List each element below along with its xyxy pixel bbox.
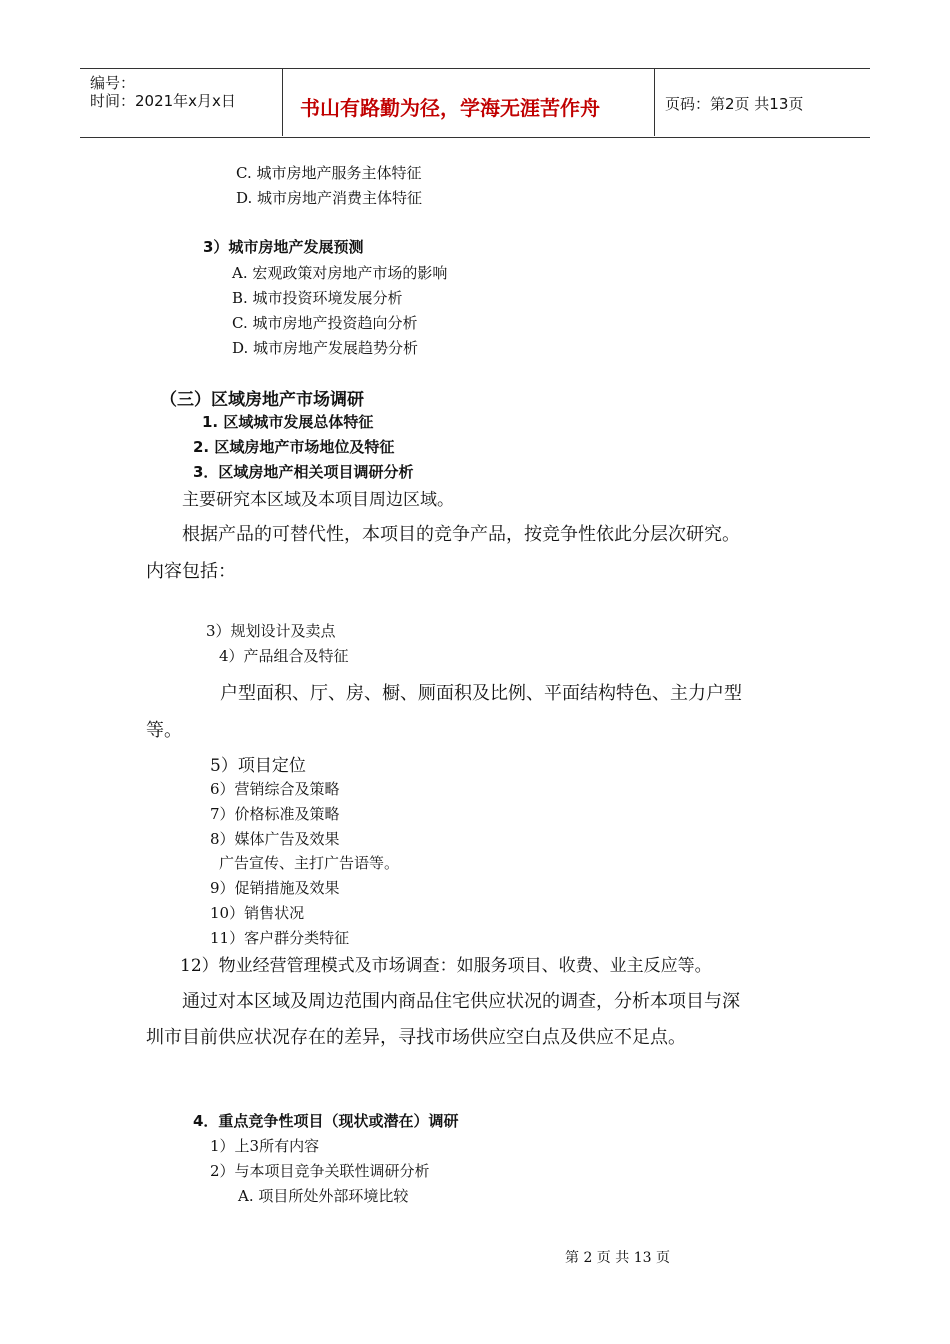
section-heading: （三）区域房地产市场调研 (160, 390, 364, 410)
paragraph: 主要研究本区域及本项目周边区域。 (182, 490, 454, 510)
header-motto: 书山有路勤为径，学海无涯苦作舟 (300, 96, 600, 120)
paragraph: 圳市目前供应状况存在的差异，寻找市场供应空白点及供应不足点。 (146, 1027, 686, 1048)
paragraph: 等。 (146, 720, 182, 741)
list-item: 4）产品组合及特征 (219, 647, 349, 665)
paragraph: 户型面积、厅、房、橱、厕面积及比例、平面结构特色、主力户型 (220, 683, 742, 704)
paragraph: 根据产品的可替代性，本项目的竞争产品，按竞争性依此分层次研究。 (182, 524, 740, 545)
document-time-label: 时间：2021年x月x日 (90, 92, 236, 110)
document-number-label: 编号： (90, 74, 136, 92)
list-item: 11）客户群分类特征 (210, 929, 350, 947)
list-item: 3）规划设计及卖点 (206, 622, 336, 640)
text-line: D. 城市房地产发展趋势分析 (232, 339, 419, 357)
list-item: 9）促销措施及效果 (210, 879, 340, 897)
text-line: B. 城市投资环境发展分析 (232, 289, 403, 307)
text-line: D. 城市房地产消费主体特征 (236, 189, 423, 207)
list-item: 1）上3所有内容 (210, 1137, 320, 1155)
list-item: 5）项目定位 (210, 756, 306, 776)
subheading: 1. 区域城市发展总体特征 (202, 413, 374, 431)
paragraph: 通过对本区域及周边范围内商品住宅供应状况的调查，分析本项目与深 (182, 991, 740, 1012)
subheading: 3．区域房地产相关项目调研分析 (193, 463, 414, 481)
text-line: C. 城市房地产服务主体特征 (236, 164, 422, 182)
paragraph: 12）物业经营管理模式及市场调查：如服务项目、收费、业主反应等。 (180, 956, 712, 976)
paragraph: 内容包括： (146, 561, 236, 582)
text-line: A. 宏观政策对房地产市场的影响 (232, 264, 448, 282)
text-line: A. 项目所处外部环境比较 (238, 1187, 409, 1205)
subheading: 2. 区域房地产市场地位及特征 (193, 438, 395, 456)
page-footer: 第 2 页 共 13 页 (565, 1250, 670, 1266)
page-number-label: 页码：第2页 共13页 (665, 95, 804, 113)
list-item: 10）销售状况 (210, 904, 305, 922)
header-divider (282, 68, 283, 136)
list-item: 7）价格标准及策略 (210, 805, 340, 823)
header-divider (654, 68, 655, 136)
text-line: C. 城市房地产投资趋向分析 (232, 314, 418, 332)
subheading: 3）城市房地产发展预测 (203, 238, 364, 256)
text-line: 广告宣传、主打广告语等。 (219, 854, 400, 872)
list-item: 8）媒体广告及效果 (210, 830, 340, 848)
list-item: 2）与本项目竞争关联性调研分析 (210, 1162, 430, 1180)
list-item: 6）营销综合及策略 (210, 780, 340, 798)
subheading: 4．重点竞争性项目（现状或潜在）调研 (193, 1112, 459, 1130)
